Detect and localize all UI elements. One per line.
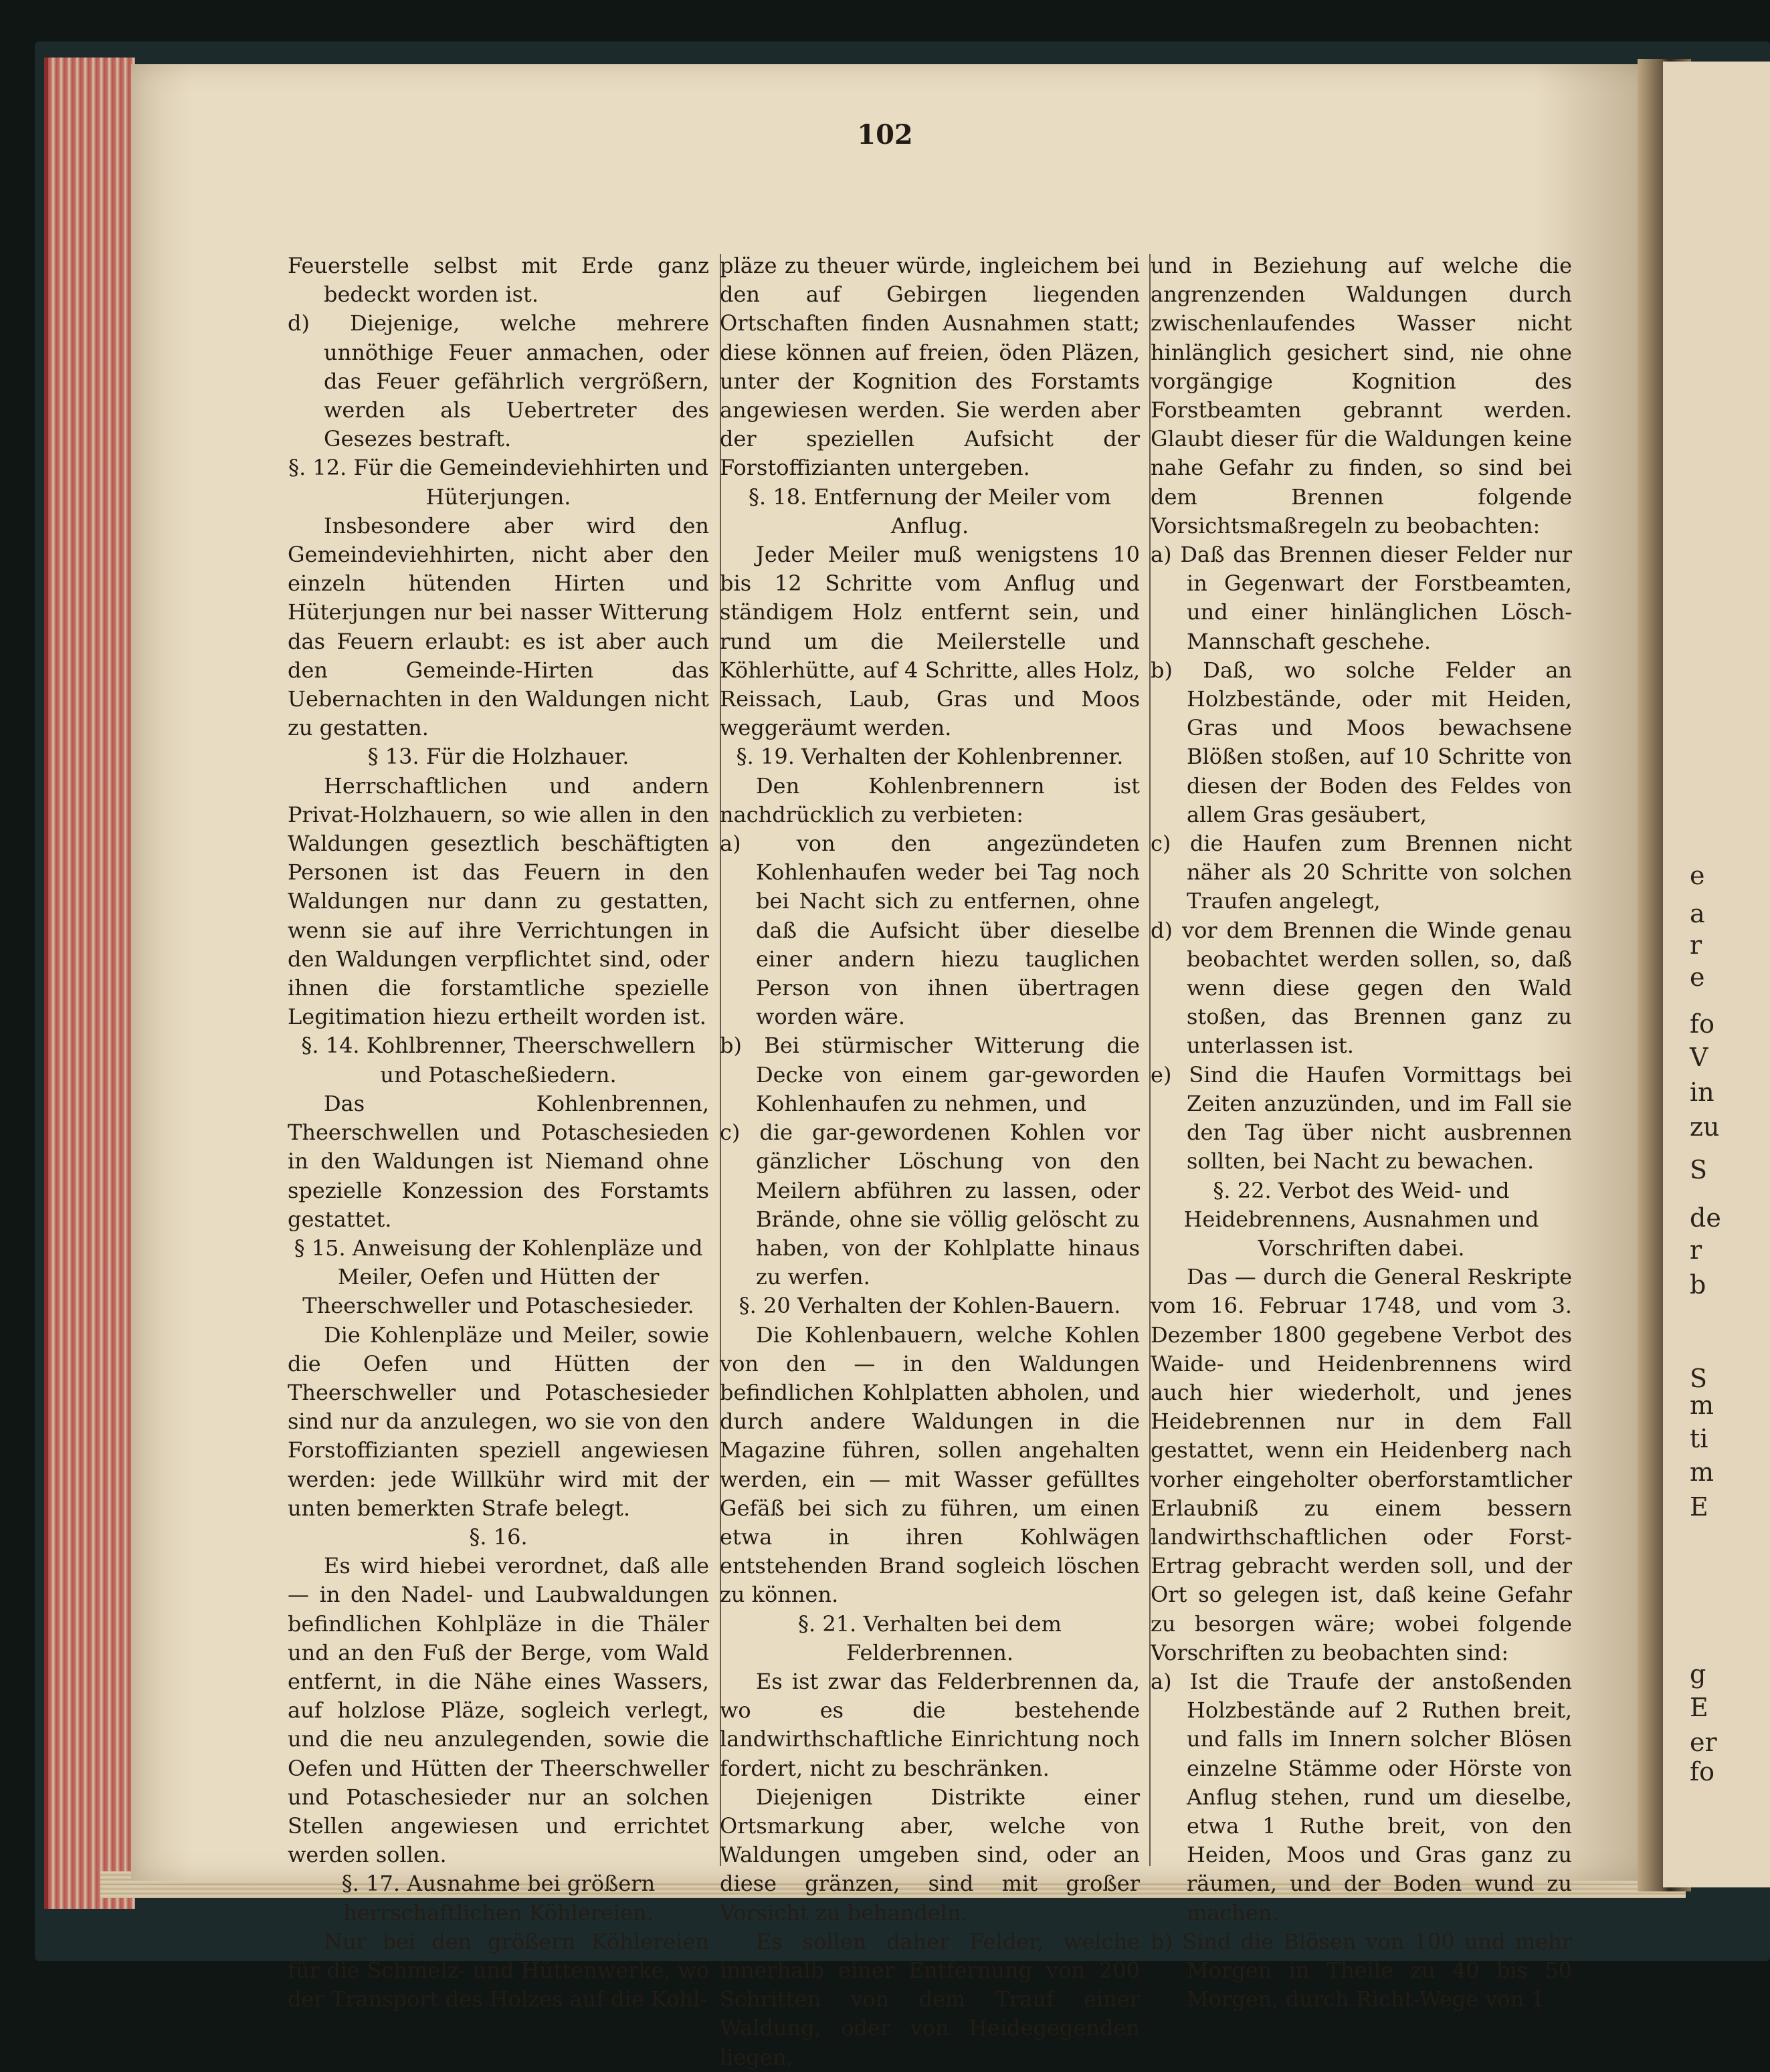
section-heading: §. 20 Verhalten der Kohlen-Bauern. bbox=[739, 1293, 1121, 1319]
section-heading: § 13. Für die Holzhauer. bbox=[367, 744, 629, 770]
page-number: 102 bbox=[857, 119, 913, 150]
facing-page-fragment: V bbox=[1690, 1043, 1708, 1072]
text-column-left bbox=[288, 251, 709, 2012]
facing-page-fragment: g bbox=[1690, 1659, 1706, 1689]
paragraph: d) vor dem Brennen die Winde genau beobachtet werden sollen, so, daß wenn diese gegen den Wald stoßen, das Brennen ganz zu unterlassen ist. bbox=[1151, 917, 1572, 1059]
facing-page-fragment: r bbox=[1690, 1235, 1702, 1265]
paragraph: d) Diejenige, welche mehrere unnöthige Feuer anmachen, oder das Feuer gefährlich vergrößern, werden als Uebertreter des Gesezes bestraft. bbox=[288, 310, 709, 452]
facing-page-edge bbox=[1663, 62, 1770, 1887]
paragraph: Das Kohlenbrennen, Theerschwellen und Potaschesieden in den Waldungen ist Niemand ohne spezielle Konzession des Forstamts gestattet. bbox=[288, 1090, 709, 1232]
facing-page-fragment: de bbox=[1690, 1203, 1721, 1233]
paragraph: b) Sind die Blösen von 100 und mehr Morgen in Theile zu 40 bis 50 Morgen, durch Richt-Wege von 1 bbox=[1151, 1928, 1572, 2012]
section-heading: § 15. Anweisung der Kohlenpläze und Meiler, Oefen und Hütten der Theerschweller und Potaschesieder. bbox=[294, 1235, 703, 1319]
facing-page-fragment: zu bbox=[1690, 1112, 1720, 1142]
page-edges-left bbox=[44, 58, 135, 1909]
paragraph: Die Kohlenbauern, welche Kohlen von den — in den Waldungen befindlichen Kohlplatten abholen, und durch andere Waldungen in die Magazine führen, sollen angehalten werden, ein — mit Wasser gefülltes Gefäß bei sich zu führen, um einen etwa in ihren Kohlwägen entstehenden Brand sogleich löschen zu können. bbox=[720, 1322, 1140, 1608]
paragraph: und in Beziehung auf welche die angrenzenden Waldungen durch zwischenlaufendes Wasser nicht hinlänglich gesichert sind, nie ohne vorgängige Kognition des Forstbeamten gebrannt werden. Glaubt dieser für die Waldungen keine nahe Gefahr zu finden, so sind bei dem Brennen folgende Vorsichtsmaßregeln zu beobachten: bbox=[1151, 253, 1572, 538]
paragraph: Diejenigen Distrikte einer Ortsmarkung aber, welche von Waldungen umgeben sind, oder an diese gränzen, sind mit großer Vorsicht zu behandeln. bbox=[720, 1784, 1140, 1926]
paragraph: Es wird hiebei verordnet, daß alle — in den Nadel- und Laubwaldungen befindlichen Kohlpläze in die Thäler und an den Fuß der Berge, vom Wald entfernt, in die Nähe eines Wassers, auf holzlose Pläze, sogleich verlegt, und die neu anzulegenden, sowie die Oefen und Hütten der Theerschweller und Potaschesieder nur an solchen Stellen angewiesen und errichtet werden sollen. bbox=[288, 1553, 709, 1868]
paragraph: Feuerstelle selbst mit Erde ganz bedeckt worden ist. bbox=[288, 253, 709, 308]
paragraph: c) die gar-gewordenen Kohlen vor gänzlicher Löschung von den Meilern abführen zu lassen, oder Brände, ohne sie völlig gelöscht zu haben, von der Kohlplatte hinaus zu werfen. bbox=[720, 1120, 1140, 1290]
paragraph: Die Kohlenpläze und Meiler, sowie die Oefen und Hütten der Theerschweller und Potaschesieder sind nur da anzulegen, wo sie von den Forstoffizianten speziell angewiesen werden: jede Willkühr wird mit der unten bemerkten Strafe belegt. bbox=[288, 1322, 709, 1521]
facing-page-fragment: m bbox=[1690, 1390, 1714, 1420]
paragraph: c) die Haufen zum Brennen nicht näher als 20 Schritte von solchen Traufen angelegt, bbox=[1151, 831, 1572, 914]
facing-page-fragment: a bbox=[1690, 899, 1705, 928]
paragraph: Es ist zwar das Felderbrennen da, wo es die bestehende landwirthschaftliche Einrichtung noch fordert, nicht zu beschränken. bbox=[720, 1668, 1140, 1781]
facing-page-fragment: e bbox=[1690, 962, 1705, 992]
paragraph: Jeder Meiler muß wenigstens 10 bis 12 Schritte vom Anflug und ständigem Holz entfernt sein, und rund um die Meilerstelle und Köhlerhütte, auf 4 Schritte, alles Holz, Reissach, Laub, Gras und Moos weggeräumt werden. bbox=[720, 542, 1140, 741]
paragraph: b) Bei stürmischer Witterung die Decke von einem gar-geworden Kohlenhaufen zu nehmen, und bbox=[720, 1033, 1140, 1116]
facing-page-fragment: r bbox=[1690, 930, 1702, 960]
facing-page-fragment: fo bbox=[1690, 1009, 1714, 1039]
paragraph: a) von den angezündeten Kohlenhaufen weder bei Tag noch bei Nacht sich zu entfernen, ohne daß die Aufsicht über dieselbe einer andern hiezu tauglichen Person von ihnen übertragen worden wäre. bbox=[720, 831, 1140, 1030]
section-heading: §. 18. Entfernung der Meiler vom Anflug. bbox=[749, 484, 1111, 538]
text-column-middle bbox=[720, 251, 1140, 2070]
facing-page-fragment: in bbox=[1690, 1077, 1714, 1107]
paragraph: Den Kohlenbrennern ist nachdrücklich zu verbieten: bbox=[720, 772, 1140, 827]
paragraph: pläze zu theuer würde, ingleichem bei den auf Gebirgen liegenden Ortschaften finden Ausnahmen statt; diese können auf freien, öden Pläzen, unter der Kognition des Forstamts angewiesen werden. Sie werden aber der speziellen Aufsicht der Forstoffizianten untergeben. bbox=[720, 253, 1140, 481]
section-heading: §. 19. Verhalten der Kohlenbrenner. bbox=[736, 744, 1124, 770]
facing-page-fragment: S bbox=[1690, 1364, 1708, 1393]
facing-page-fragment: E bbox=[1690, 1492, 1708, 1522]
facing-page-fragment: er bbox=[1690, 1728, 1717, 1757]
facing-page-fragment: S bbox=[1690, 1155, 1708, 1184]
facing-page-fragment: b bbox=[1690, 1270, 1706, 1300]
facing-page-fragment: m bbox=[1690, 1457, 1714, 1487]
section-heading: §. 12. Für die Gemeindeviehhirten und Hüterjungen. bbox=[288, 455, 708, 510]
paragraph: e) Sind die Haufen Vormittags bei Zeiten anzuzünden, und im Fall sie den Tag über nicht ausbrennen sollten, bei Nacht zu bewachen. bbox=[1151, 1061, 1572, 1174]
text-column-right bbox=[1151, 251, 1572, 2012]
facing-page-fragment: fo bbox=[1690, 1757, 1714, 1786]
paragraph: Insbesondere aber wird den Gemeindeviehhirten, nicht aber den einzeln hütenden Hirten und Hüterjungen nur bei nasser Witterung das Feuern erlaubt: es ist aber auch den Gemeinde-Hirten das Uebernachten in den Waldungen nicht zu gestatten. bbox=[288, 512, 709, 741]
paragraph: Es sollen daher Felder, welche innerhalb einer Entfernung von 200 Schritten von dem Trauf einer Waldung, oder von Heidegegenden liegen, bbox=[720, 1928, 1140, 2070]
facing-page-fragment: ti bbox=[1690, 1424, 1708, 1453]
section-heading: §. 22. Verbot des Weid- und Heidebrennens, Ausnahmen und Vorschriften dabei. bbox=[1183, 1177, 1539, 1261]
section-heading: §. 17. Ausnahme bei größern herrschaftlichen Köhlereien. bbox=[341, 1871, 656, 1926]
paragraph: a) Daß das Brennen dieser Felder nur in Gegenwart der Forstbeamten, und einer hinlänglichen Lösch-Mannschaft geschehe. bbox=[1151, 542, 1572, 654]
paragraph: Das — durch die General Reskripte vom 16. Februar 1748, und vom 3. Dezember 1800 gegebene Verbot des Waide- und Heidenbrennens wird auch hier wiederholt, und jenes Heidebrennen nur in dem Fall gestattet, wenn ein Heidenberg nach vorher eingeholter oberforstamtlicher Erlaubniß zu einem bessern landwirthschaftlichen oder Forst-Ertrag gebracht werden soll, und der Ort so gelegen ist, daß keine Gefahr zu besorgen wäre; wobei folgende Vorschriften zu beobachten sind: bbox=[1151, 1264, 1572, 1665]
paragraph: Herrschaftlichen und andern Privat-Holzhauern, so wie allen in den Waldungen geseztlich beschäftigten Personen ist das Feuern in den Waldungen nur dann zu gestatten, wenn sie auf ihre Verrichtungen in den Waldungen verpflichtet sind, oder ihnen die forstamtliche spezielle Legitimation hiezu ertheilt worden ist. bbox=[288, 772, 709, 1030]
paragraph: Nur bei den größern Köhlereien für die Schmelz- und Hüttenwerke, wo der Transport des Holzes auf die Kohl- bbox=[288, 1928, 709, 2012]
paragraph: a) Ist die Traufe der anstoßenden Holzbestände auf 2 Ruthen breit, und falls im Innern solcher Blösen einzelne Stämme oder Hörste von Anflug stehen, rund um dieselbe, etwa 1 Ruthe breit, von den Heiden, Moos und Gras ganz zu räumen, und der Boden wund zu machen. bbox=[1151, 1668, 1572, 1926]
section-heading: §. 14. Kohlbrenner, Theerschwellern und Potascheßiedern. bbox=[301, 1033, 696, 1087]
section-heading: §. 21. Verhalten bei dem Felderbrennen. bbox=[798, 1611, 1062, 1665]
paragraph: b) Daß, wo solche Felder an Holzbestände, oder mit Heiden, Gras und Moos bewachsene Blößen stoßen, auf 10 Schritte von diesen der Boden des Feldes von allem Gras gesäubert, bbox=[1151, 657, 1572, 827]
section-heading: §. 16. bbox=[469, 1524, 528, 1550]
facing-page-fragment: e bbox=[1690, 861, 1705, 890]
facing-page-fragment: E bbox=[1690, 1693, 1708, 1722]
